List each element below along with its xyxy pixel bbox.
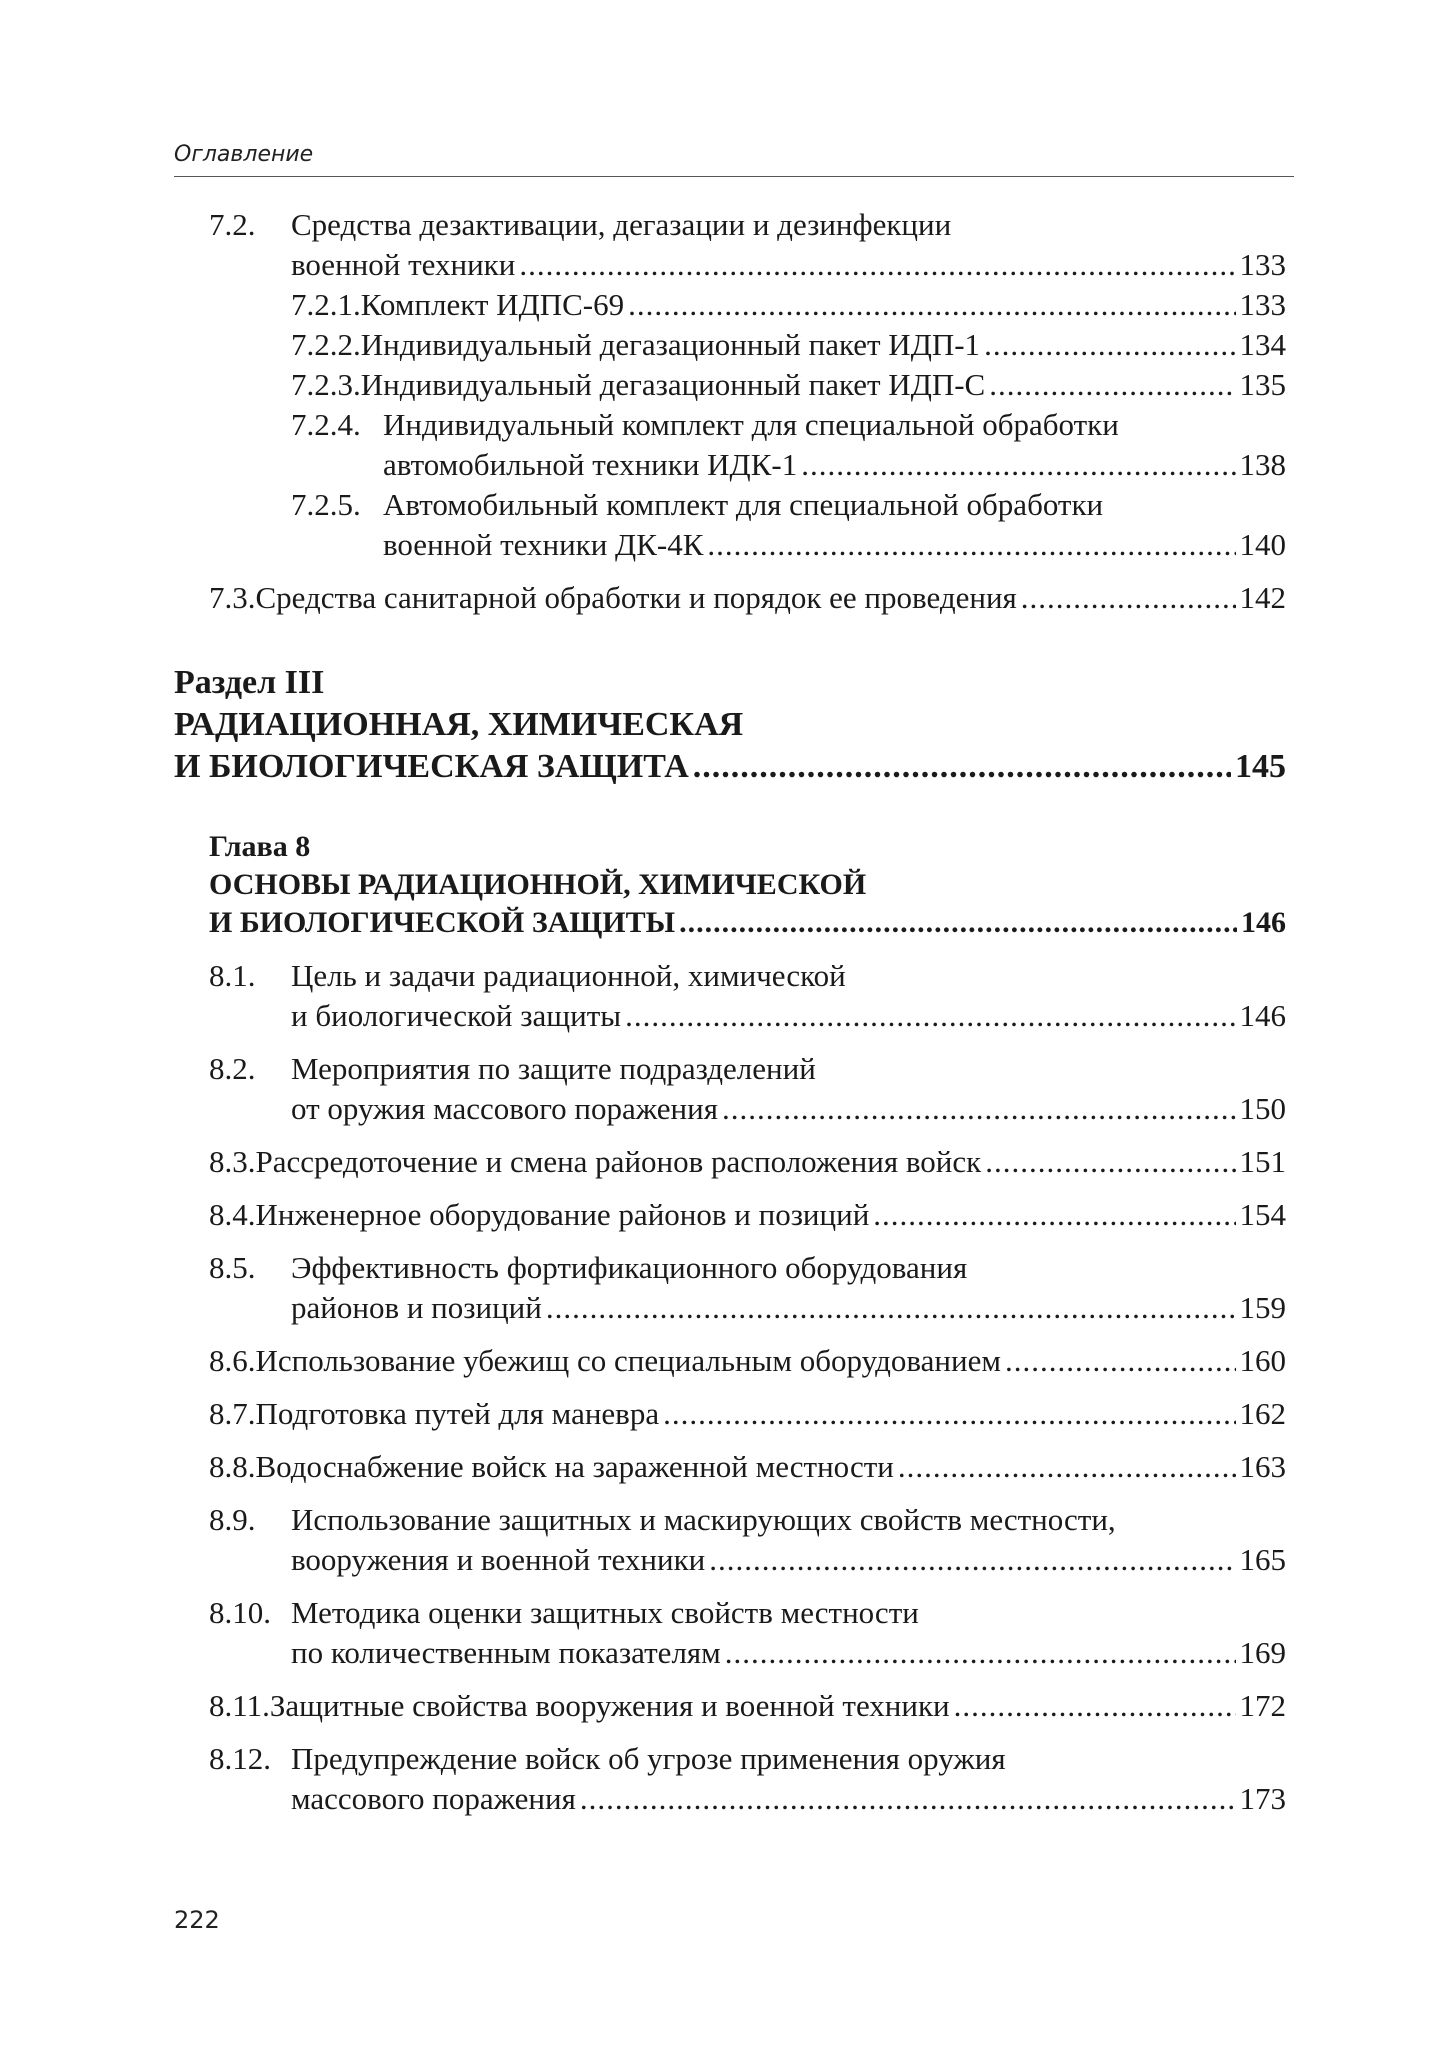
page-header	[174, 140, 1294, 177]
chapter-label: Глава 8	[209, 830, 311, 863]
chapter-title-cont: И БИОЛОГИЧЕСКОЙ ЗАЩИТЫ	[209, 906, 676, 939]
section-title-cont: И БИОЛОГИЧЕСКАЯ ЗАЩИТА	[174, 748, 689, 785]
toc-title: Средства санитарной обработки и порядок ее проведения	[255, 580, 1017, 615]
toc-page: 169	[1239, 1635, 1286, 1670]
toc-title-cont: и биологической защиты	[291, 998, 622, 1033]
toc-title: Цель и задачи радиационной, химической	[291, 958, 846, 993]
toc-number: 8.1.	[209, 958, 256, 993]
toc-entry-7-2-2	[174, 325, 1286, 365]
toc-title-cont: районов и позиций	[291, 1290, 542, 1325]
toc-number: 8.8.	[209, 1449, 256, 1484]
toc-page: 173	[1239, 1781, 1286, 1816]
toc-number: 8.11.	[209, 1688, 270, 1723]
toc-title: Водоснабжение войск на зараженной местности	[255, 1449, 894, 1484]
toc-page: 162	[1239, 1396, 1286, 1431]
toc-number: 7.2.5.	[291, 487, 361, 522]
toc-page: 154	[1239, 1197, 1286, 1232]
toc-title: Использование убежищ со специальным оборудованием	[255, 1343, 1001, 1378]
toc-page: 146	[1239, 998, 1286, 1033]
toc-page: 172	[1239, 1688, 1286, 1723]
toc-title-cont: вооружения и военной техники	[291, 1542, 706, 1577]
toc-number: 7.2.4.	[291, 407, 361, 442]
toc-number: 8.9.	[209, 1502, 256, 1537]
toc-number: 8.5.	[209, 1250, 256, 1285]
toc-entry-7-2-5	[174, 485, 1286, 565]
toc-page: 160	[1239, 1343, 1286, 1378]
toc-entry-8-4	[174, 1195, 1286, 1235]
toc-page: 138	[1239, 447, 1286, 482]
toc-title: Подготовка путей для маневра	[255, 1396, 660, 1431]
toc-entry-8-12	[174, 1739, 1286, 1819]
toc-title-cont: военной техники ДК-4К	[383, 527, 704, 562]
toc-page: 140	[1239, 527, 1286, 562]
toc-title: Рассредоточение и смена районов расположения войск	[255, 1144, 982, 1179]
toc-entry-8-7	[174, 1394, 1286, 1434]
toc-title: Индивидуальный комплект для специальной обработки	[383, 407, 1119, 442]
table-of-contents	[174, 205, 1286, 1819]
toc-chapter-8	[174, 828, 1286, 942]
toc-page: 151	[1239, 1144, 1286, 1179]
toc-number: 8.3.	[209, 1144, 256, 1179]
toc-number: 8.6.	[209, 1343, 256, 1378]
toc-number: 8.12.	[209, 1741, 271, 1776]
toc-title: Индивидуальный дегазационный пакет ИДП-1	[360, 327, 981, 362]
section-title: РАДИАЦИОННАЯ, ХИМИЧЕСКАЯ	[174, 706, 744, 743]
toc-entry-8-6	[174, 1341, 1286, 1381]
toc-title: Автомобильный комплект для специальной обработки	[383, 487, 1104, 522]
chapter-title: ОСНОВЫ РАДИАЦИОННОЙ, ХИМИЧЕСКОЙ	[209, 868, 867, 901]
toc-page: 133	[1239, 247, 1286, 282]
toc-title: Средства дезактивации, дегазации и дезинфекции	[291, 207, 952, 242]
toc-page: 145	[1235, 748, 1286, 785]
toc-number: 7.3.	[209, 580, 256, 615]
toc-page: 163	[1239, 1449, 1286, 1484]
toc-entry-8-1	[174, 956, 1286, 1036]
toc-title: Комплект ИДПС-69	[360, 287, 625, 322]
toc-entry-8-2	[174, 1049, 1286, 1129]
running-head: Оглавление	[174, 142, 314, 167]
toc-entry-7-2-3	[174, 365, 1286, 405]
toc-page: 159	[1239, 1290, 1286, 1325]
toc-page: 134	[1239, 327, 1286, 362]
toc-entry-8-5	[174, 1248, 1286, 1328]
toc-title: Мероприятия по защите подразделений	[291, 1051, 816, 1086]
toc-title: Методика оценки защитных свойств местности	[291, 1595, 919, 1630]
toc-number: 8.7.	[209, 1396, 256, 1431]
toc-page: 146	[1241, 906, 1286, 939]
toc-title: Использование защитных и маскирующих свойств местности,	[291, 1502, 1116, 1537]
toc-title-cont: военной техники	[291, 247, 516, 282]
toc-entry-8-11	[174, 1686, 1286, 1726]
toc-entry-8-8	[174, 1447, 1286, 1487]
toc-page: 135	[1239, 367, 1286, 402]
toc-entry-7-2-4	[174, 405, 1286, 485]
toc-entry-7-3	[174, 578, 1286, 618]
toc-number: 7.2.3.	[291, 367, 361, 402]
toc-page: 150	[1239, 1091, 1286, 1126]
toc-number: 8.2.	[209, 1051, 256, 1086]
toc-section-3	[174, 662, 1286, 788]
page-number: 222	[174, 1906, 220, 1934]
toc-entry-7-2-1	[174, 285, 1286, 325]
toc-entry-8-3	[174, 1142, 1286, 1182]
toc-title: Индивидуальный дегазационный пакет ИДП-С	[360, 367, 986, 402]
toc-number: 8.4.	[209, 1197, 256, 1232]
section-label: Раздел III	[174, 664, 325, 701]
toc-title: Защитные свойства вооружения и военной техники	[269, 1688, 950, 1723]
toc-title: Эффективность фортификационного оборудования	[291, 1250, 968, 1285]
toc-entry-8-10	[174, 1593, 1286, 1673]
toc-number: 7.2.	[209, 207, 256, 242]
toc-page: 142	[1239, 580, 1286, 615]
toc-title: Предупреждение войск об угрозе применения оружия	[291, 1741, 1006, 1776]
toc-entry-8-9	[174, 1500, 1286, 1580]
toc-title-cont: по количественным показателям	[291, 1635, 721, 1670]
toc-title-cont: автомобильной техники ИДК-1	[383, 447, 798, 482]
toc-page: 133	[1239, 287, 1286, 322]
toc-page: 165	[1239, 1542, 1286, 1577]
toc-number: 7.2.1.	[291, 287, 361, 322]
toc-title-cont: от оружия массового поражения	[291, 1091, 718, 1126]
toc-number: 7.2.2.	[291, 327, 361, 362]
toc-number: 8.10.	[209, 1595, 271, 1630]
toc-title: Инженерное оборудование районов и позиций	[255, 1197, 870, 1232]
toc-title-cont: массового поражения	[291, 1781, 576, 1816]
toc-entry-7-2	[174, 205, 1286, 285]
